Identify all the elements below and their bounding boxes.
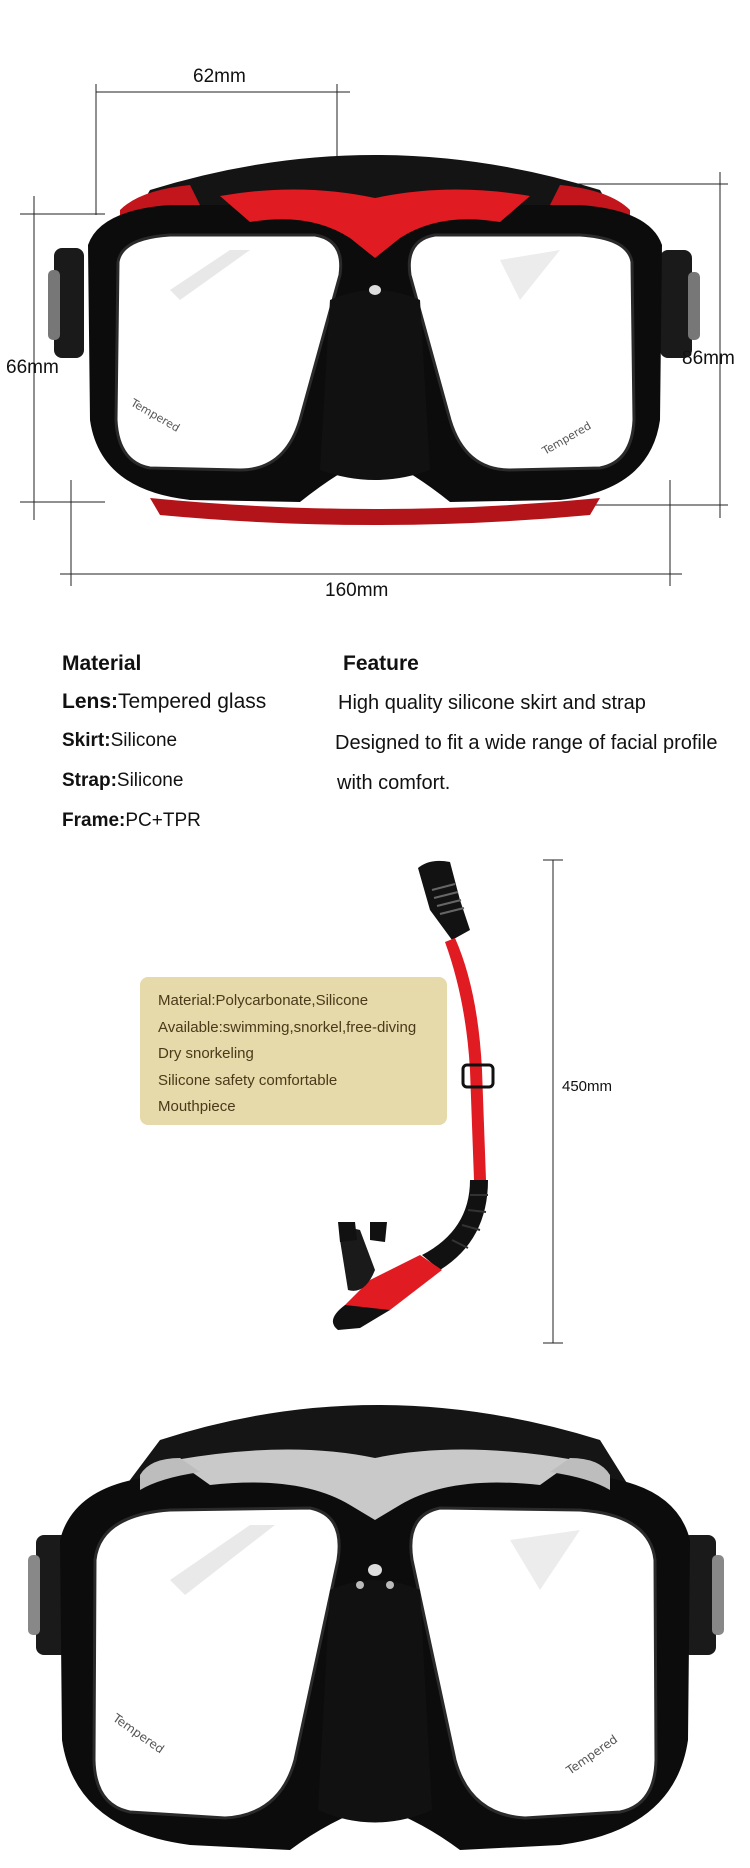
- lens-marking-right: Tempered: [540, 419, 594, 458]
- spec-lens-value: Tempered glass: [118, 690, 267, 713]
- feature-heading: Feature: [343, 652, 419, 675]
- feature-line: Designed to fit a wide range of facial profile: [335, 732, 718, 754]
- snorkel-image: [0, 850, 750, 1350]
- snorkel-info-line: Dry snorkeling: [158, 1045, 254, 1062]
- mask-silver-image: [0, 1380, 750, 1868]
- spec-lens-label: Lens:: [62, 690, 119, 713]
- spec-frame-value: PC+TPR: [125, 810, 201, 831]
- spec-frame-label: Frame:: [62, 810, 126, 831]
- spec-strap: [62, 770, 183, 792]
- feature-line: with comfort.: [337, 772, 451, 794]
- dim-right-height: 86mm: [682, 348, 735, 369]
- snorkel-info-line: Available:swimming,snorkel,free-diving: [158, 1018, 417, 1036]
- feature-line: High quality silicone skirt and strap: [338, 692, 646, 714]
- lens-marking-right: Tempered: [563, 1732, 621, 1778]
- snorkel-length-label: 450mm: [562, 1078, 613, 1095]
- lens-marking-left: Tempered: [128, 396, 182, 435]
- spec-section: [0, 630, 750, 850]
- spec-skirt: [62, 730, 177, 752]
- dim-left-height: 66mm: [6, 357, 59, 378]
- spec-frame: [62, 810, 201, 832]
- spec-skirt-label: Skirt:: [62, 730, 111, 751]
- snorkel-info-line: Silicone safety comfortable: [158, 1071, 338, 1089]
- spec-skirt-value: Silicone: [110, 730, 178, 751]
- spec-strap-value: Silicone: [116, 770, 184, 791]
- mask-dimension-section: [0, 0, 750, 610]
- dim-total-width: 160mm: [325, 580, 389, 601]
- mask-red-image: [0, 0, 750, 610]
- dim-top-width: 62mm: [193, 66, 246, 87]
- spec-strap-label: Strap:: [62, 770, 117, 791]
- lens-marking-left: Tempered: [110, 1710, 167, 1757]
- snorkel-info-line: Mouthpiece: [158, 1098, 236, 1115]
- snorkel-info-line: Material:Polycarbonate,Silicone: [158, 992, 369, 1009]
- spec-lens: [62, 690, 266, 714]
- snorkel-section: [0, 850, 750, 1350]
- material-heading: Material: [62, 652, 142, 675]
- mask-silver-section: [0, 1380, 750, 1868]
